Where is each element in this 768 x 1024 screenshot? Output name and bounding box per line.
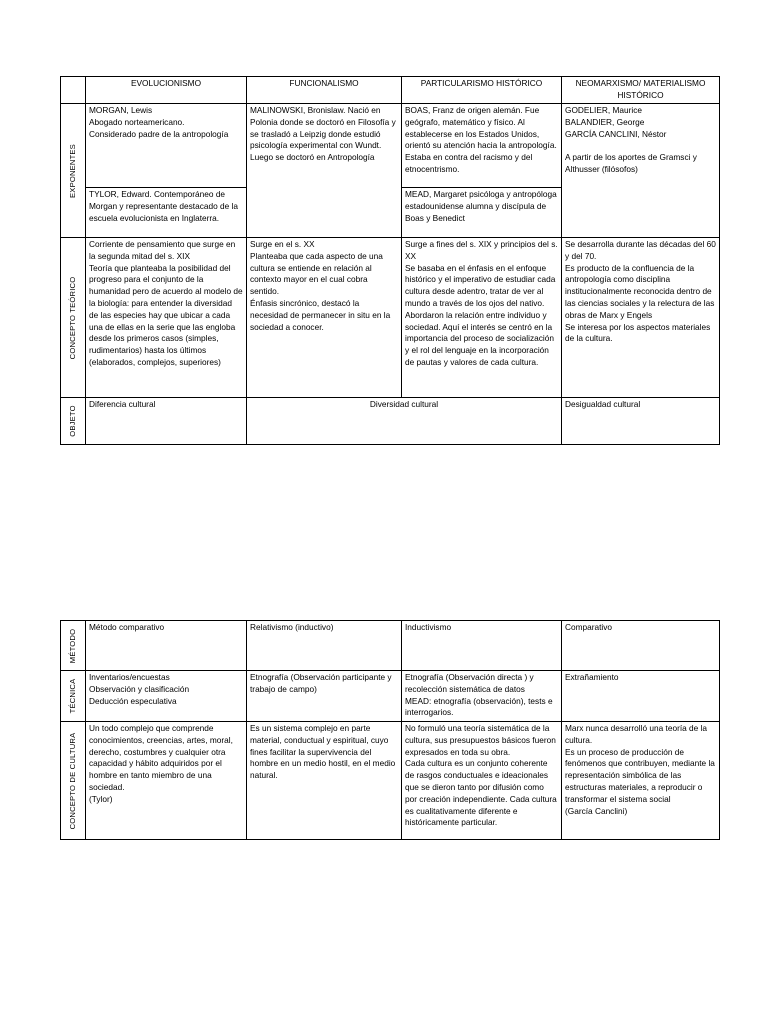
cell-exponentes-particularismo-mead: MEAD, Margaret psicóloga y antropóloga estadounidense alumna y discípula de Boas y Benedict: [402, 188, 562, 238]
cell-tecnica-3: Etnografía (Observación directa ) y recolección sistemática de datos MEAD: etnografía (observación), tests e interrogarios.: [402, 671, 562, 722]
cell-metodo-1: Método comparativo: [86, 621, 247, 671]
cell-exponentes-evolucionismo-tylor: TYLOR, Edward. Contemporáneo de Morgan y representante destacado de la escuela evolucionista en Inglaterra.: [86, 188, 247, 238]
cell-cultura-3: No formuló una teoría sistemática de la cultura, sus presupuestos básicos fueron expresados en toda su obra. Cada cultura es un conjunto coherente de rasgos conductuales e ideacionales que se dieron tanto por difusión como por creación independiente. Cada cultura es cualitativamente diferente e históricamente particular.: [402, 722, 562, 840]
header-funcionalismo: FUNCIONALISMO: [247, 77, 402, 104]
cell-concepto-neomarxismo: Se desarrolla durante las décadas del 60 y del 70. Es producto de la confluencia de la antropología como disciplina institucionalmente reconocida dentro de las ciencias sociales y la relectura de las obras de Marx y Engels Se interesa por los aspectos materiales de la cultura.: [562, 238, 720, 398]
cell-exponentes-neomarxismo: GODELIER, Maurice BALANDIER, George GARCÍA CANCLINI, Néstor A partir de los aportes de Gramsci y Althusser (filósofos): [562, 104, 720, 238]
cell-tecnica-4: Extrañamiento: [562, 671, 720, 722]
row-label-concepto-cultura: CONCEPTO DE CULTURA: [61, 722, 86, 840]
comparison-table-methods: [60, 620, 720, 840]
cell-tecnica-2: Etnografía (Observación participante y trabajo de campo): [247, 671, 402, 722]
cell-concepto-particularismo: Surge a fines del s. XIX y principios del s. XX Se basaba en el énfasis en el enfoque histórico y el imperativo de estudiar cada cultura desde adentro, tratar de ver al mundo a través de los ojos del nativo. Abordaron la relación entre individuo y sociedad. Aquí el interés se centró en la importancia del proceso de socialización y el rol del lenguaje en la incorporación de pautas y valores de cada cultura.: [402, 238, 562, 398]
cell-metodo-2: Relativismo (inductivo): [247, 621, 402, 671]
cell-objeto-evolucionismo: Diferencia cultural: [86, 398, 247, 445]
cell-objeto-func-part: Diversidad cultural: [247, 398, 562, 445]
row-label-exponentes: EXPONENTES: [61, 104, 86, 238]
row-label-concepto-teorico: CONCEPTO TEÓRICO: [61, 238, 86, 398]
cell-cultura-4: Marx nunca desarrolló una teoría de la cultura. Es un proceso de producción de fenómenos que contribuyen, mediante la representación simbólica de las estructuras materiales, a reproducir o transformar el sistema social (García Canclini): [562, 722, 720, 840]
header-particularismo: PARTICULARISMO HISTÓRICO: [402, 77, 562, 104]
header-empty-corner: [61, 77, 86, 104]
row-label-metodo: MÉTODO: [61, 621, 86, 671]
header-evolucionismo: EVOLUCIONISMO: [86, 77, 247, 104]
cell-cultura-1: Un todo complejo que comprende conocimientos, creencias, artes, moral, derecho, costumbres y cualquier otra capacidad y hábito adquiridos por el hombre en tanto miembro de una sociedad. (Tylor): [86, 722, 247, 840]
cell-cultura-2: Es un sistema complejo en parte material, conductual y espiritual, cuyo fines facilitar la supervivencia del hombre en un medio hostil, en el medio natural.: [247, 722, 402, 840]
header-neomarxismo: NEOMARXISMO/ MATERIALISMO HISTÓRICO: [562, 77, 720, 104]
cell-exponentes-funcionalismo: MALINOWSKI, Bronislaw. Nació en Polonia donde se doctoró en Filosofía y se trasladó a Leipzig donde estudió psicología experimental con Wundt. Luego se doctoró en Antropología: [247, 104, 402, 238]
cell-concepto-evolucionismo: Corriente de pensamiento que surge en la segunda mitad del s. XIX Teoría que planteaba la posibilidad del progreso para el conjunto de la humanidad pero de acuerdo al modelo de la biología: para entender la diversidad de las especies hay que ubicar a cada una de ellas en la serie que las engloba desde los primeros casos (simples, rudimentarios) hasta los últimos (elaborados, complejos, superiores): [86, 238, 247, 398]
row-label-tecnica: TÉCNICA: [61, 671, 86, 722]
cell-concepto-funcionalismo: Surge en el s. XX Planteaba que cada aspecto de una cultura se entiende en relación al contexto mayor en el cual cobra sentido. Énfasis sincrónico, destacó la necesidad de permanecer in situ en la sociedad a conocer.: [247, 238, 402, 398]
row-label-objeto: OBJETO: [61, 398, 86, 445]
cell-exponentes-evolucionismo-morgan: MORGAN, Lewis Abogado norteamericano. Considerado padre de la antropología: [86, 104, 247, 188]
cell-tecnica-1: Inventarios/encuestas Observación y clasificación Deducción especulativa: [86, 671, 247, 722]
cell-objeto-neomarxismo: Desigualdad cultural: [562, 398, 720, 445]
cell-metodo-3: Inductivismo: [402, 621, 562, 671]
cell-metodo-4: Comparativo: [562, 621, 720, 671]
cell-exponentes-particularismo-boas: BOAS, Franz de origen alemán. Fue geógrafo, matemático y físico. Al establecerse en los Estados Unidos, orientó su atención hacia la antropología. Estaba en contra del racismo y del etnocentrismo.: [402, 104, 562, 188]
comparison-table-theories: [60, 76, 720, 445]
